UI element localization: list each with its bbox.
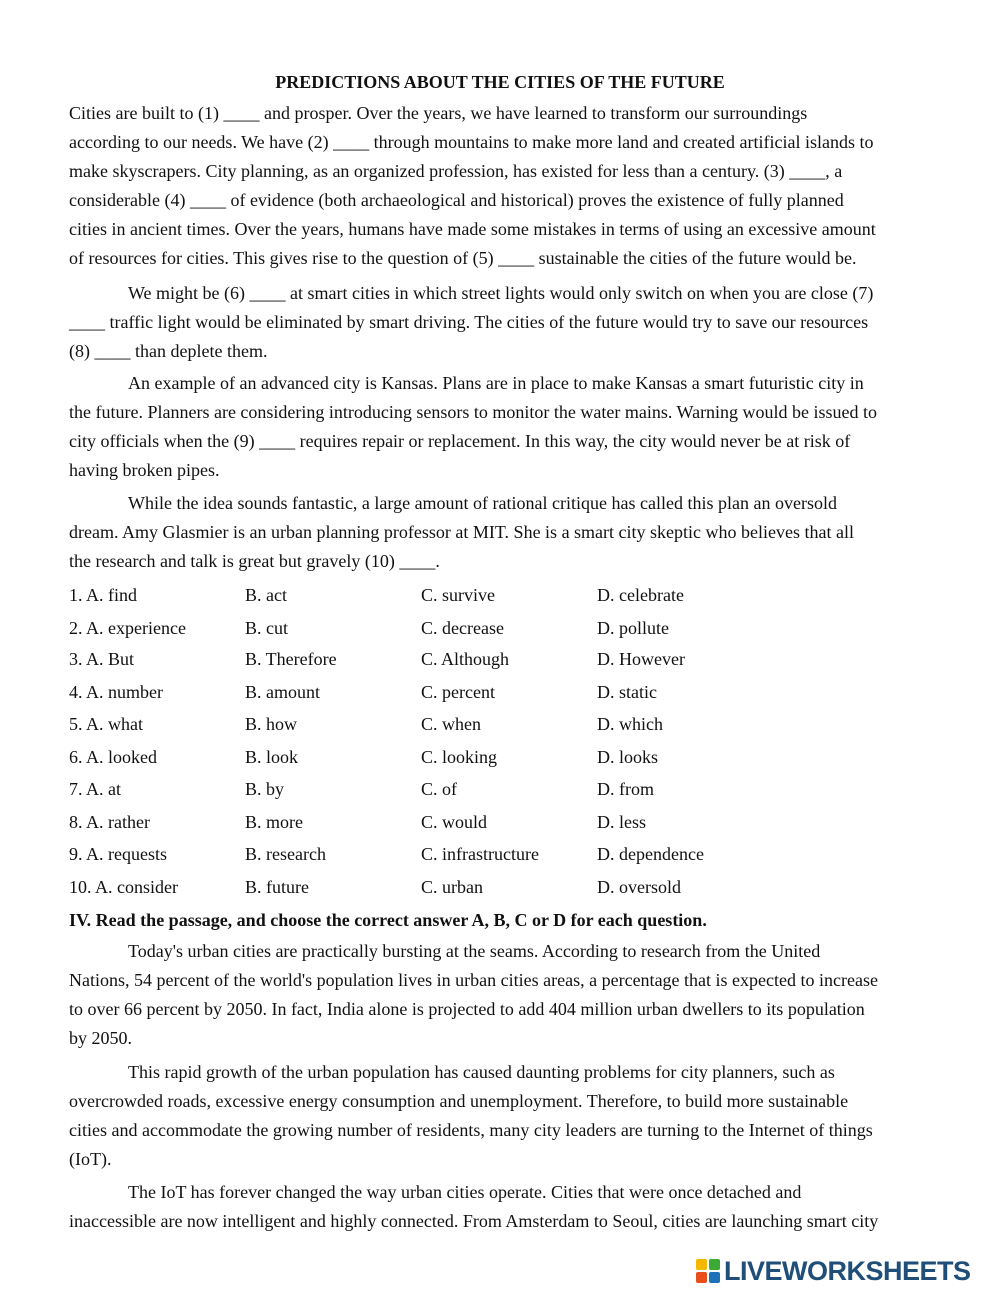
text-line: The IoT has forever changed the way urban cities operate. Cities that were once detached and	[128, 1182, 802, 1202]
option-d: D. dependence	[597, 844, 704, 864]
text-line: An example of an advanced city is Kansas. Plans are in place to make Kansas a smart futuristic city in	[128, 373, 864, 393]
passage1-paragraph-4	[69, 489, 954, 576]
text-line: dream. Amy Glasmier is an urban planning professor at MIT. She is a smart city skeptic who believes that all	[69, 522, 854, 542]
passage1-paragraph-3	[69, 369, 954, 485]
option-c: C. infrastructure	[421, 844, 539, 864]
text-line: (8) ____ than deplete them.	[69, 341, 268, 361]
text-line: cities in ancient times. Over the years, humans have made some mistakes in terms of using an excessive amount	[69, 219, 876, 239]
text-line: While the idea sounds fantastic, a large amount of rational critique has called this plan an oversold	[128, 493, 837, 513]
option-d: D. oversold	[597, 877, 681, 897]
question-row-6	[69, 743, 954, 771]
option-b: B. more	[245, 812, 303, 832]
option-b: B. by	[245, 779, 285, 799]
option-a: 7. A. at	[69, 779, 121, 799]
option-a: 2. A. experience	[69, 618, 186, 638]
text-line: (IoT).	[69, 1149, 112, 1169]
option-c: C. when	[421, 714, 481, 734]
logo-icon	[696, 1259, 720, 1283]
option-b: B. look	[245, 747, 299, 767]
text-line: inaccessible are now intelligent and highly connected. From Amsterdam to Seoul, cities are launching smart city	[69, 1211, 879, 1231]
text-line: cities and accommodate the growing number of residents, many city leaders are turning to the Internet of things	[69, 1120, 873, 1140]
option-a: 4. A. number	[69, 682, 163, 702]
text-line: by 2050.	[69, 1028, 132, 1048]
option-b: B. Therefore	[245, 649, 337, 669]
question-row-1	[69, 581, 954, 609]
option-c: C. survive	[421, 585, 495, 605]
page-title: PREDICTIONS ABOUT THE CITIES OF THE FUTURE	[275, 72, 725, 92]
option-b: B. act	[245, 585, 287, 605]
passage1-paragraph-1	[69, 99, 954, 273]
option-c: C. would	[421, 812, 488, 832]
question-row-2	[69, 614, 954, 642]
question-row-5	[69, 710, 954, 738]
option-a: 10. A. consider	[69, 877, 178, 897]
passage1-paragraph-2	[69, 279, 954, 366]
option-a: 8. A. rather	[69, 812, 150, 832]
logo-square-4	[709, 1272, 720, 1283]
option-d: D. static	[597, 682, 657, 702]
option-c: C. of	[421, 779, 457, 799]
text-line: We might be (6) ____ at smart cities in which street lights would only switch on when you are close (7)	[128, 283, 874, 303]
question-row-4	[69, 678, 954, 706]
text-line: to over 66 percent by 2050. In fact, India alone is projected to add 404 million urban dwellers to its population	[69, 999, 865, 1019]
text-line: the research and talk is great but gravely (10) ____.	[69, 551, 440, 571]
liveworksheets-logo[interactable]	[696, 1255, 971, 1287]
option-d: D. looks	[597, 747, 659, 767]
text-line: the future. Planners are considering introducing sensors to monitor the water mains. Warning would be issued to	[69, 402, 878, 422]
option-c: C. percent	[421, 682, 495, 702]
option-b: B. cut	[245, 618, 288, 638]
logo-square-2	[709, 1259, 720, 1270]
question-row-10	[69, 873, 954, 901]
option-c: C. urban	[421, 877, 483, 897]
option-d: D. However	[597, 649, 685, 669]
passage2-paragraph-3	[69, 1178, 954, 1236]
option-b: B. amount	[245, 682, 320, 702]
option-d: D. which	[597, 714, 663, 734]
text-line: This rapid growth of the urban population has caused daunting problems for city planners, such as	[128, 1062, 835, 1082]
text-line: according to our needs. We have (2) ____ through mountains to make more land and created artificial islands to	[69, 132, 874, 152]
text-line: overcrowded roads, excessive energy consumption and unemployment. Therefore, to build more sustainable	[69, 1091, 849, 1111]
option-a: 3. A. But	[69, 649, 135, 669]
question-row-8	[69, 808, 954, 836]
option-b: B. research	[245, 844, 326, 864]
option-d: D. celebrate	[597, 585, 684, 605]
text-line: Cities are built to (1) ____ and prosper. Over the years, we have learned to transform our surroundings	[69, 103, 808, 123]
passage2-paragraph-1	[69, 937, 954, 1053]
option-b: B. future	[245, 877, 309, 897]
option-a: 9. A. requests	[69, 844, 167, 864]
text-line: considerable (4) ____ of evidence (both archaeological and historical) proves the existence of fully planned	[69, 190, 844, 210]
logo-square-3	[696, 1272, 707, 1283]
option-d: D. from	[597, 779, 654, 799]
text-line: Nations, 54 percent of the world's population lives in urban cities areas, a percentage that is expected to increase	[69, 970, 878, 990]
text-line: having broken pipes.	[69, 460, 220, 480]
passage2-paragraph-2	[69, 1058, 954, 1174]
option-a: 1. A. find	[69, 585, 138, 605]
logo-text: LIVEWORKSHEETS	[724, 1255, 971, 1286]
option-c: C. decrease	[421, 618, 504, 638]
text-line: of resources for cities. This gives rise to the question of (5) ____ sustainable the cities of the future would be.	[69, 248, 857, 268]
text-line: city officials when the (9) ____ requires repair or replacement. In this way, the city would never be at risk of	[69, 431, 851, 451]
option-b: B. how	[245, 714, 298, 734]
text-line: make skyscrapers. City planning, as an organized profession, has existed for less than a century. (3) ____, a	[69, 161, 843, 181]
option-c: C. looking	[421, 747, 498, 767]
option-c: C. Although	[421, 649, 510, 669]
text-line: Today's urban cities are practically bursting at the seams. According to research from the United	[128, 941, 821, 961]
section-heading: IV. Read the passage, and choose the correct answer A, B, C or D for each question.	[69, 910, 707, 930]
question-row-3	[69, 645, 954, 673]
option-a: 6. A. looked	[69, 747, 157, 767]
option-d: D. less	[597, 812, 646, 832]
text-line: ____ traffic light would be eliminated by smart driving. The cities of the future would try to save our resources	[69, 312, 869, 332]
logo-square-1	[696, 1259, 707, 1270]
question-row-9	[69, 840, 954, 868]
option-d: D. pollute	[597, 618, 669, 638]
question-row-7	[69, 775, 954, 803]
option-a: 5. A. what	[69, 714, 143, 734]
